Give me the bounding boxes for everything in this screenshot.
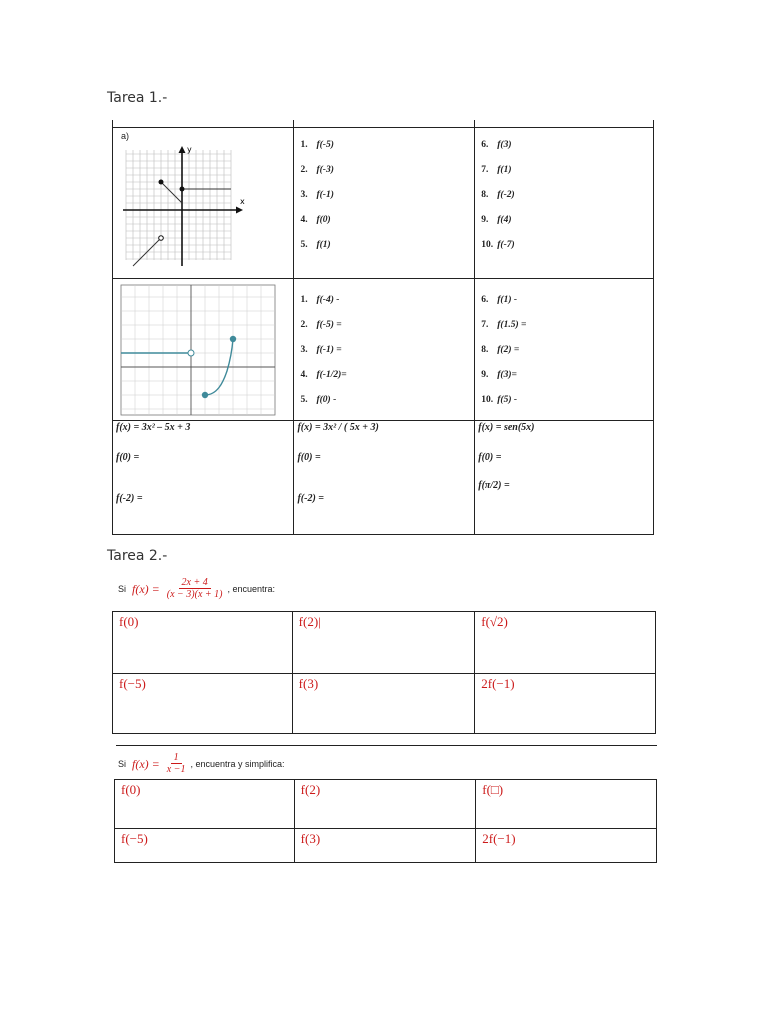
tarea2-table-2 <box>114 779 657 863</box>
question-number: 6. <box>481 294 489 305</box>
function-3-eval-b: f(π/2) = <box>478 479 510 491</box>
row2-questions-b <box>475 278 654 420</box>
row1-questions-a <box>294 127 475 278</box>
intro-1-fx: f(x) = <box>132 581 160 596</box>
question-item <box>300 316 474 341</box>
function-1-eval-b: f(-2) = <box>116 492 143 504</box>
question-number: 7. <box>481 319 489 330</box>
function-1: f(x) = 3x² – 5x + 3 <box>116 421 191 433</box>
question-item <box>300 186 474 211</box>
row3-col1 <box>113 420 294 534</box>
t2-cell-2-3: 2f(−1) <box>482 831 516 846</box>
intro-2-fx: f(x) = <box>132 756 160 771</box>
row3-col2 <box>294 420 475 534</box>
question-item <box>300 291 474 316</box>
question-text: f(-1) <box>316 189 334 200</box>
intro-1-fraction <box>164 577 226 601</box>
question-item <box>481 291 653 316</box>
question-number: 6. <box>481 139 489 150</box>
question-text: f(1.5) = <box>497 319 527 330</box>
graph-a-label: a) <box>121 130 130 141</box>
row1-questions-b <box>475 127 654 278</box>
question-number: 5. <box>300 394 308 405</box>
intro-1 <box>118 577 275 601</box>
t1-cell-1-3: f(√2) <box>481 614 508 629</box>
question-text: f(3) <box>497 139 512 150</box>
question-text: f(5) - <box>497 394 518 405</box>
intro-1-after: , encuentra: <box>227 584 275 594</box>
question-text: f(-4) - <box>316 294 340 305</box>
t1-cell-2-1: f(−5) <box>119 676 146 691</box>
graph-a-cell <box>113 127 294 278</box>
tarea2-table-1 <box>112 611 656 734</box>
question-text: f(1) <box>316 239 331 250</box>
intro-2-after: , encuentra y simplifica: <box>190 759 285 769</box>
question-text: f(-1/2)= <box>316 369 347 380</box>
question-number: 3. <box>300 189 308 200</box>
question-item <box>300 236 474 261</box>
tarea2-title: Tarea 2.- <box>107 548 168 564</box>
t2-cell-2-1: f(−5) <box>121 831 148 846</box>
question-number: 9. <box>481 369 489 380</box>
t2-cell-1-3: f(□) <box>482 782 504 797</box>
question-number: 8. <box>481 189 489 200</box>
question-text: f(4) <box>497 214 512 225</box>
question-number: 4. <box>300 214 308 225</box>
question-item <box>481 366 653 391</box>
question-number: 10. <box>481 239 494 250</box>
t2-cell-1-1: f(0) <box>121 782 141 797</box>
question-text: f(1) - <box>497 294 518 305</box>
t1-cell-1-2: f(2)| <box>298 614 321 629</box>
question-item <box>481 316 653 341</box>
function-3: f(x) = sen(5x) <box>478 421 535 433</box>
question-item <box>300 161 474 186</box>
svg-text:y: y <box>187 144 192 154</box>
question-number: 5. <box>300 239 308 250</box>
question-item <box>300 136 474 161</box>
question-item <box>481 186 653 211</box>
question-number: 9. <box>481 214 489 225</box>
tarea1-table <box>112 120 654 535</box>
row3-col3 <box>475 420 654 534</box>
question-number: 1. <box>300 294 308 305</box>
intro-1-si: Si <box>118 584 127 594</box>
question-item <box>300 391 474 416</box>
intro-1-denominator: (x − 3)(x + 1) <box>166 589 223 600</box>
graph-b <box>119 283 279 419</box>
graph-a <box>121 142 251 270</box>
question-number: 8. <box>481 344 489 355</box>
question-text: f(0) <box>316 214 331 225</box>
question-item <box>481 161 653 186</box>
question-text: f(1) <box>497 164 512 175</box>
question-item <box>300 211 474 236</box>
question-item <box>481 236 653 261</box>
question-text: f(-3) <box>316 164 334 175</box>
question-text: f(-5) <box>316 139 334 150</box>
question-text: f(2) = <box>497 344 520 355</box>
question-number: 2. <box>300 164 308 175</box>
question-text: f(-2) <box>497 189 515 200</box>
intro-1-numerator: 2x + 4 <box>179 577 211 589</box>
t1-cell-2-3: 2f(−1) <box>481 676 515 691</box>
intro-2-si: Si <box>118 759 127 769</box>
question-item <box>481 136 653 161</box>
function-1-eval-a: f(0) = <box>116 451 140 463</box>
function-2-eval-b: f(-2) = <box>297 492 324 504</box>
tarea1-title: Tarea 1.- <box>107 90 168 106</box>
question-number: 4. <box>300 369 308 380</box>
question-item <box>481 211 653 236</box>
separator <box>116 745 657 746</box>
row2-questions-a <box>294 278 475 420</box>
question-item <box>481 391 653 416</box>
question-text: f(0) - <box>316 394 337 405</box>
intro-2-numerator: 1 <box>171 752 182 764</box>
question-text: f(-1) = <box>316 344 342 355</box>
t2-cell-2-2: f(3) <box>300 831 321 846</box>
question-number: 10. <box>481 394 494 405</box>
svg-text:x: x <box>240 196 245 206</box>
t1-cell-1-1: f(0) <box>119 614 139 629</box>
question-item <box>481 341 653 366</box>
function-3-eval-a: f(0) = <box>478 451 502 463</box>
intro-2-fraction <box>164 752 189 776</box>
function-2: f(x) = 3x² / ( 5x + 3) <box>297 421 379 433</box>
question-text: f(3)= <box>497 369 517 380</box>
question-number: 3. <box>300 344 308 355</box>
function-2-eval-a: f(0) = <box>297 451 321 463</box>
question-number: 1. <box>300 139 308 150</box>
intro-2-denominator: x −1 <box>166 764 186 775</box>
t1-cell-2-2: f(3) <box>298 676 319 691</box>
question-number: 2. <box>300 319 308 330</box>
question-item <box>300 341 474 366</box>
intro-2 <box>118 752 285 776</box>
t2-cell-1-2: f(2) <box>300 782 321 797</box>
question-text: f(-7) <box>497 239 515 250</box>
graph-b-cell <box>113 278 294 420</box>
question-number: 7. <box>481 164 489 175</box>
question-text: f(-5) = <box>316 319 342 330</box>
question-item <box>300 366 474 391</box>
